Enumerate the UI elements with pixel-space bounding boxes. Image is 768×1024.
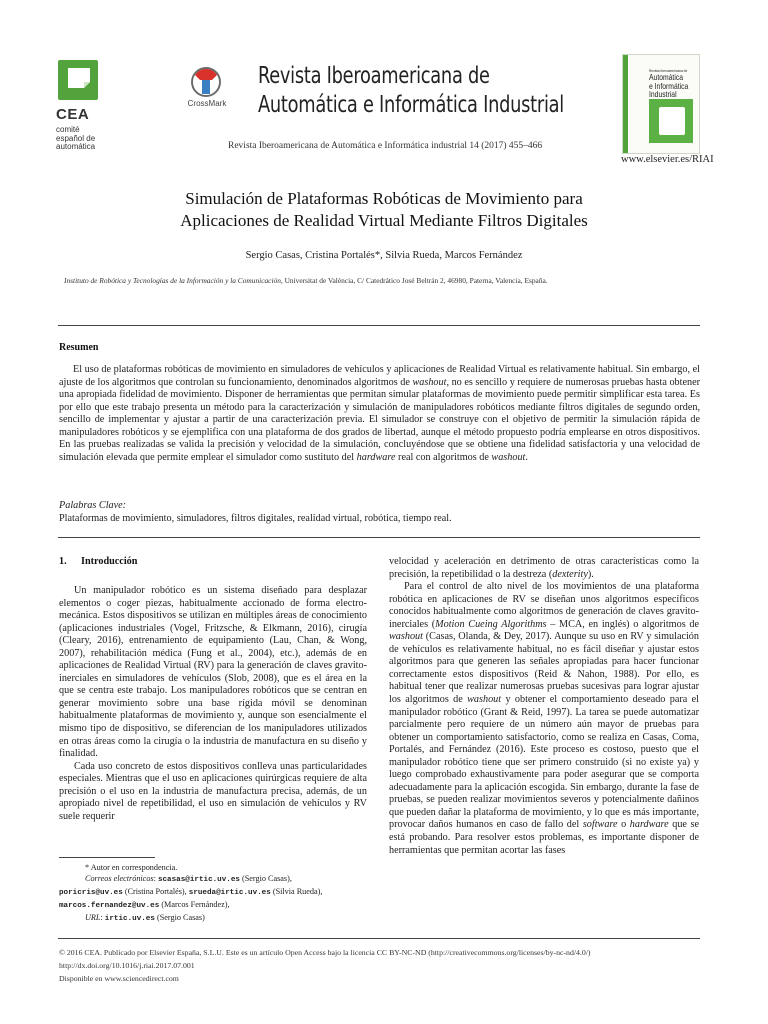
left-column: [59, 585, 367, 823]
citation-line: Revista Iberoamericana de Automática e Informática industrial 14 (2017) 455–466: [228, 141, 543, 151]
cea-name: CEA: [56, 106, 90, 123]
cea-logo-icon: [56, 58, 100, 102]
cover-accent-bar: [623, 55, 628, 153]
cover-title: Revista Iberoamericana de Automática e Informática Industrial: [649, 68, 689, 99]
journal-title: Revista Iberoamericana de Automática e Informática Industrial: [258, 63, 564, 118]
author-list: Sergio Casas, Cristina Portalés*, Silvia Rueda, Marcos Fernández: [245, 250, 523, 261]
abstract-heading: Resumen: [59, 342, 99, 353]
footnote-divider: [59, 857, 155, 858]
keywords-heading: Palabras Clave:: [59, 500, 127, 511]
email-link[interactable]: scasas@irtic.uv.es: [157, 876, 240, 884]
affiliation: Instituto de Robótica y Tecnologías de la Información y la Comunicación, Universitat de València, C/ Catedrático José Beltrán 2, 46980, Paterna, Valencia, España.: [64, 276, 548, 285]
paper-title: Simulación de Plataformas Robóticas de Movimiento para Aplicaciones de Realidad Virtual Mediante Filtros Digitales: [180, 189, 588, 230]
doi-link[interactable]: http://dx.doi.org/10.1016/j.riai.2017.07.001: [59, 961, 195, 970]
paragraph: Cada uso concreto de estos dispositivos conlleva unas particularidades especiales. Mientras que el uso en aplicaciones quirúrgicas requiere de alta precisión o el uso en la industria de manufactura precisa, además, de un apropiado nivel de repetibilidad, el uso en simulación de vehículos y RV suele requerir: [59, 760, 367, 822]
abstract-text: El uso de plataformas robóticas de movimiento en simuladores de vehículos y aplicaciones de Realidad Virtual es relativamente habitual. Sin embargo, el ajuste de los algoritmos que controlan su funcionamiento, denominados algoritmos de washout, no es sencillo y requiere de numerosas pruebas hasta obtener una apropiada fidelidad de movimiento. Disponer de herramientas que permitan simular plataformas de movimiento puede permitir simplificar esta tarea. Es por ello que este trabajo presenta un método para la caracterización y simulación de manipuladores robóticos mediante filtros digitales de segundo orden, sencillo de implementar y ajustar a partir de una caracterización previa. El simulador se construye con el objetivo de permitir la simulación rápida de manipuladores robóticos y se ejemplifica con una plataforma de dos grados de libertad, aunque el método propuesto podría emplearse en otros dispositivos. En las pruebas realizadas se valida la precisión y velocidad de la simulación, concluyéndose que se obtiene una fidelidad satisfactoria y una velocidad de simulación elevada que permite emplear el simulador como sustituto del hardware real con algoritmos de washout.: [59, 364, 700, 463]
paragraph: Para el control de alto nivel de los movimientos de una plataforma robótica en aplicaciones de RV se diseñan unos algoritmos específicos conocidos habitualmente como algoritmos de generación de claves gravito-inerciales (Motion Cueing Algorithms – MCA, en inglés) o algoritmos de washout (Casas, Olanda, & Dey, 2017). Aunque su uso en RV y simulación de vehículos es relativamente habitual, no es fácil diseñar y ajustar estos algoritmos para que generen las señales apropiadas para hacer funcionar correctamente estos dispositivos (Reid & Nahon, 1988). Por ello, es habitual tener que realizar numerosas pruebas sucesivas para lograr ajustar los algoritmos de washout y obtener el comportamiento deseado para el manipulador robótico (Grant & Reid, 1997). La tarea se puede automatizar parcialmente pero requiere de un número aún mayor de pruebas para obtener un comportamiento satisfactorio, como se realiza en Casas, Coma, Portalés, and Fernández (2016). Este proceso es costoso, puesto que el manipulador robótico tiene que ser primero construido (si no existe ya) y luego comprobado exhaustivamente para poder asegurar que se comporta adecuadamente para la aplicación escogida. Sin embargo, durante la fase de pruebas, se pueden realizar movimientos severos y potencialmente dañinos que pueden dañar la plataforma de movimiento, y lo que es más importante, provocar daños humanos en caso de fallo del software o hardware que se está probando. Para resolver estos problemas, es importante disponer de herramientas que permitan acortar las fases: [389, 581, 700, 856]
top-divider: [58, 325, 700, 326]
email-link[interactable]: srueda@irtic.uv.es: [188, 889, 271, 897]
url-link[interactable]: irtic.uv.es: [104, 915, 155, 923]
crossmark-icon: [186, 66, 226, 100]
crossmark-label: CrossMark: [187, 99, 227, 108]
email-link[interactable]: poricris@uv.es: [59, 889, 123, 897]
page-footer: [59, 946, 719, 985]
keywords: Plataformas de movimiento, simuladores, filtros digitales, realidad virtual, robótica, tiempo real.: [59, 513, 452, 524]
paragraph: Un manipulador robótico es un sistema diseñado para desplazar elementos o coger piezas, habitualmente accionado de forma electro-mecánica. Estos dispositivos se utilizan en múltiples áreas de conocimiento (aplicaciones industriales (Vogel, Fritzsche, & Elkmann, 2016), cirugía (Cleary, 2016), entrenamiento de equipamiento (Lau, Chan, & Wong, 2007), rehabilitación médica (Fung et al., 2004), etc.), además de en aplicaciones de Realidad Virtual (RV) para la generación de claves gravito-inerciales en simuladores de vehículos (Slob, 2008), que es el área en la que se centra este trabajo. Los manipuladores robóticos que se centran en generar movimiento sobre una base rígida móvil se denominan habitualmente plataformas de movimiento y, aunque son esencialmente el mismo tipo de dispositivo, se diferencian de los manipuladores utilizados en otras áreas como la cirugía o la industria de manufactura en su diseño y finalidad.: [59, 585, 367, 760]
license-text: © 2016 CEA. Publicado por Elsevier España, S.L.U. Este es un artículo Open Access bajo la licencia CC BY-NC-ND (http://creativecommons.org/licenses/by-nc-nd/4.0/): [59, 948, 591, 957]
right-column: [389, 556, 699, 857]
journal-cover-thumbnail[interactable]: [622, 54, 700, 154]
email-link[interactable]: marcos.fernandez@uv.es: [59, 902, 160, 910]
cea-logo: [52, 58, 108, 158]
cea-subtitle: comité español de automática: [56, 125, 96, 151]
footnote: * Autor en correspondencia. Correos electrónicos: scasas@irtic.uv.es (Sergio Casas), poricris@uv.es (Cristina Portalés), srueda@irtic.uv.es (Silvia Rueda), marcos.fernandez@uv.es (Marcos Fernández), URL: irtic.uv.es (Sergio Casas): [59, 863, 323, 923]
abstract-divider: [58, 537, 700, 538]
footer-divider: [58, 938, 700, 939]
cover-logo-block: [649, 99, 693, 143]
elsevier-journal-link[interactable]: www.elsevier.es/RIAI: [621, 154, 714, 165]
sciencedirect-link[interactable]: Disponible en www.sciencedirect.com: [59, 974, 179, 983]
crossmark-badge[interactable]: [186, 66, 226, 114]
paragraph: velocidad y aceleración en detrimento de otras características como la precisión, la repetibilidad o la destreza (dexterity).: [389, 556, 699, 580]
section-heading-introduccion: 1. Introducción: [59, 556, 138, 567]
